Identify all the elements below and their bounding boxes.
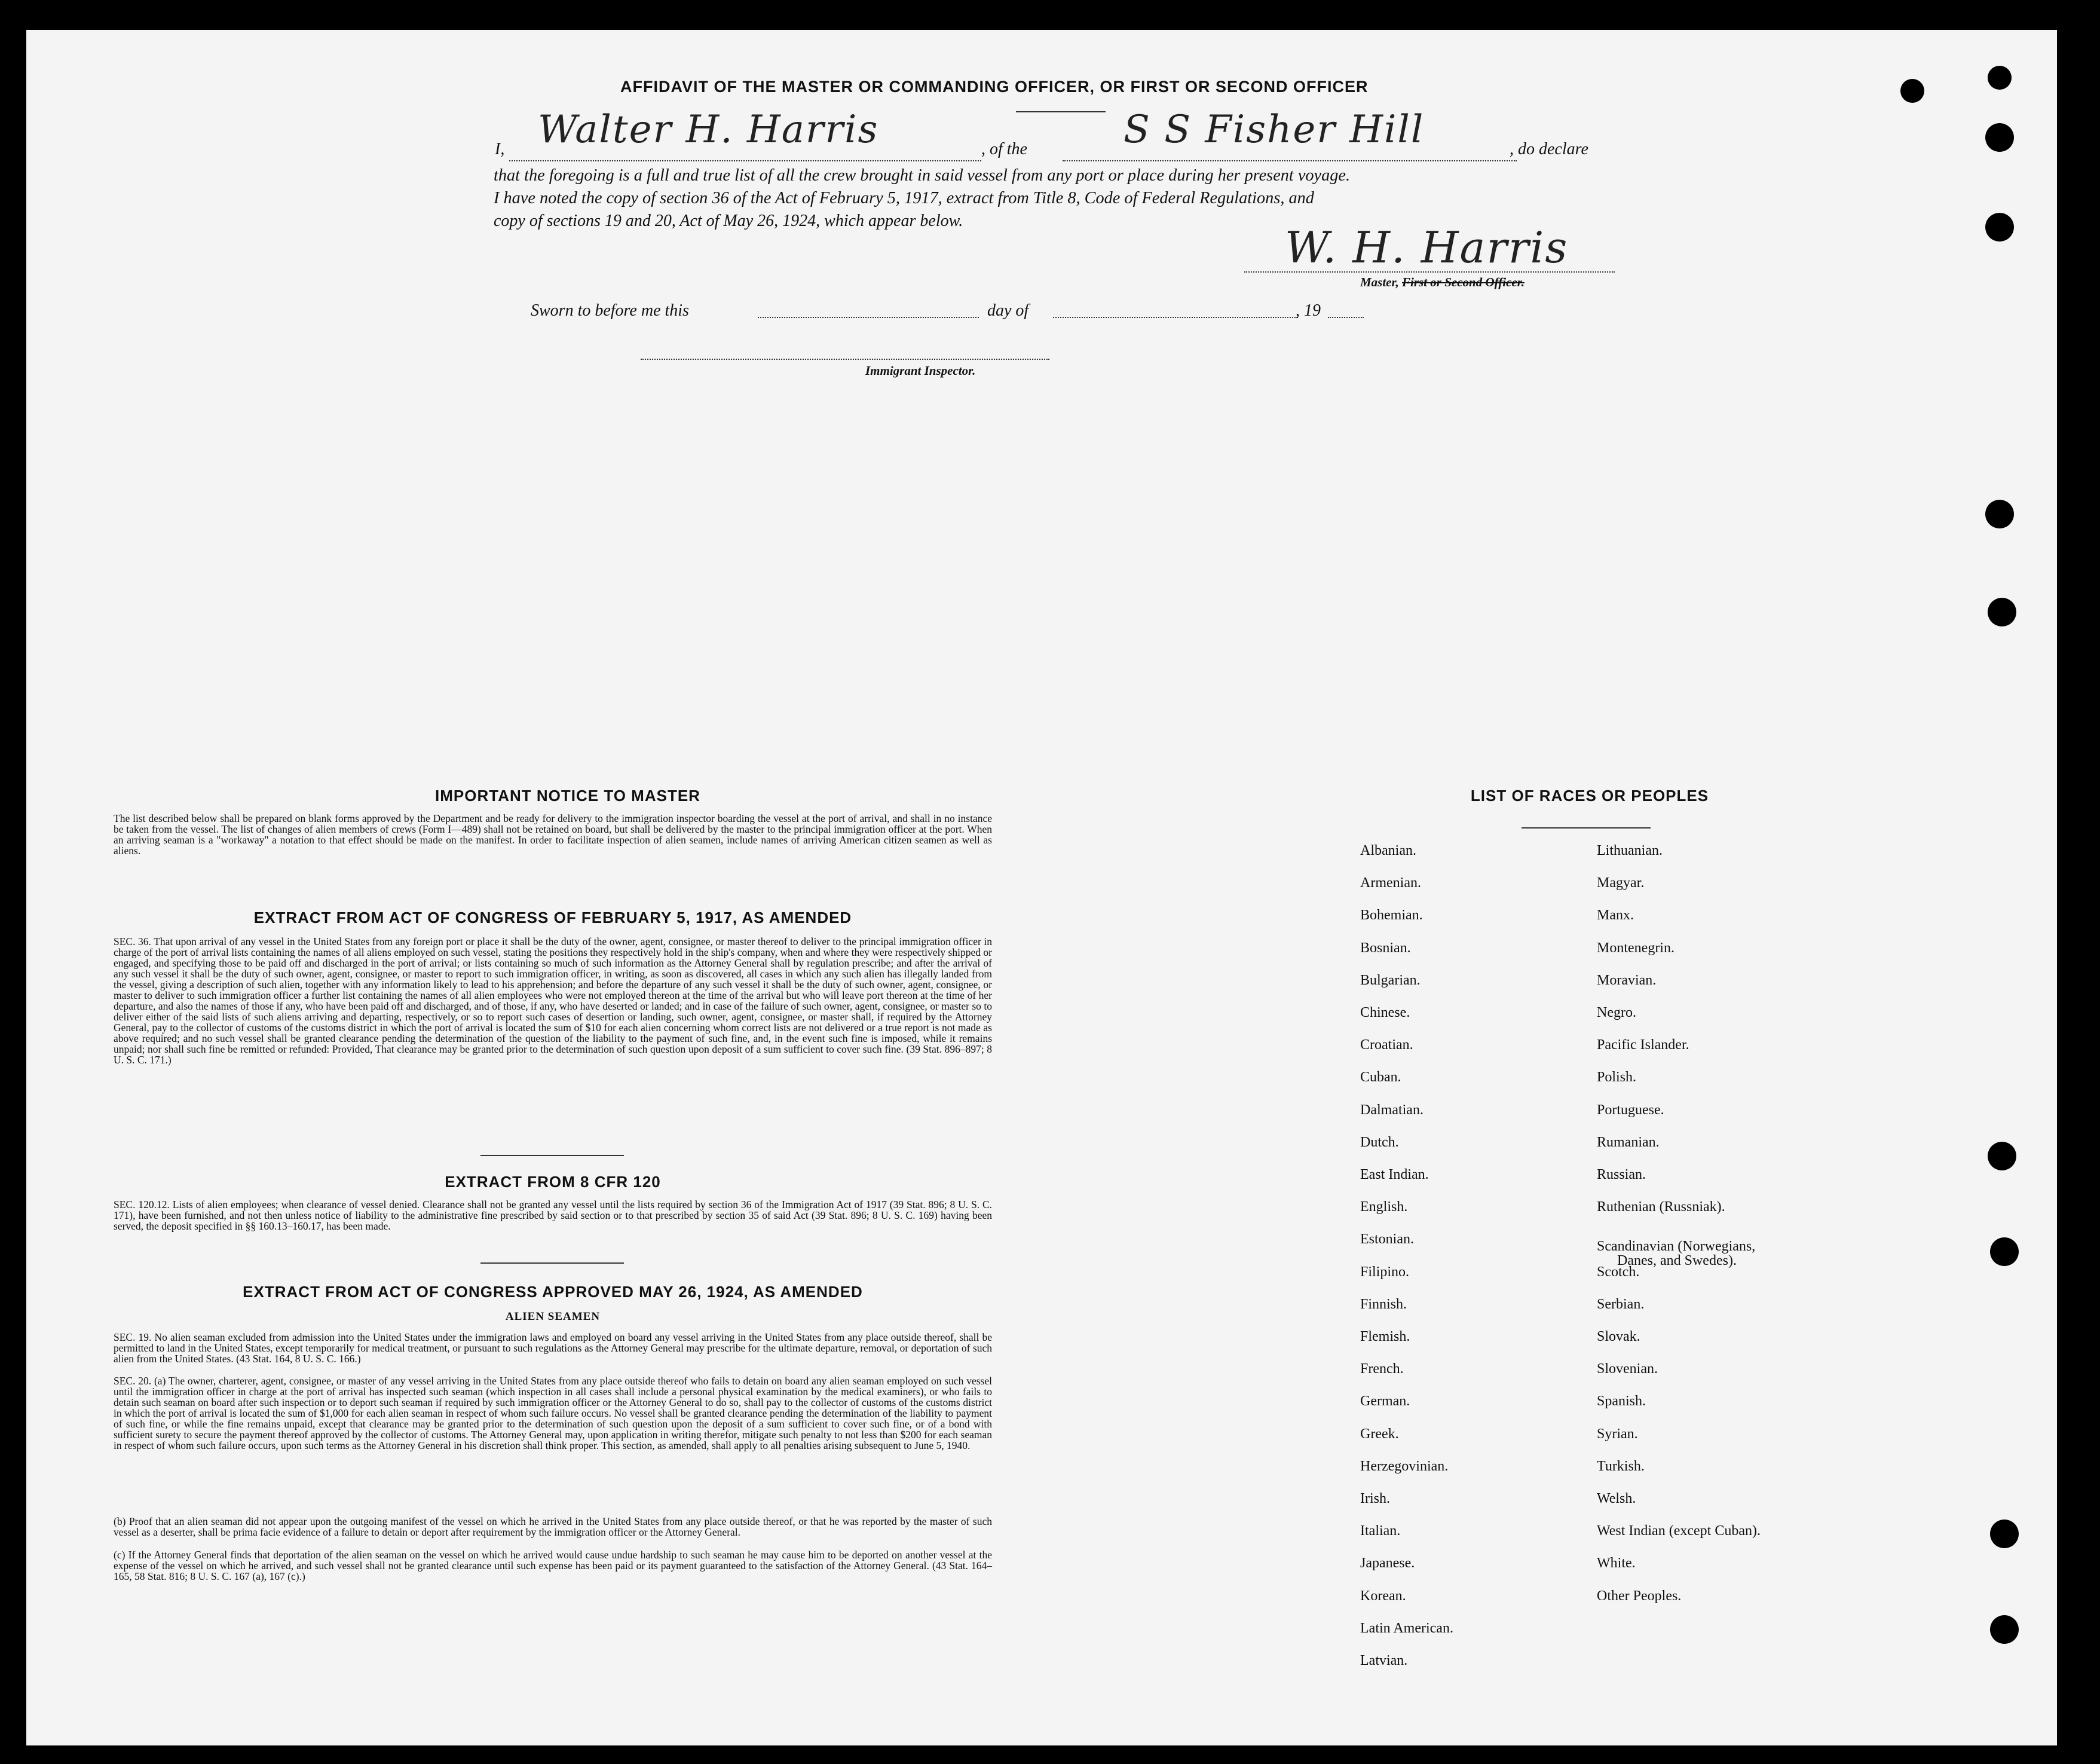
extract-1924-subtitle: ALIEN SEAMEN — [505, 1310, 601, 1323]
race-item: Spanish. — [1597, 1393, 1646, 1410]
document-page — [26, 30, 2057, 1745]
extract-1924-title: EXTRACT FROM ACT OF CONGRESS APPROVED MAY 26, 1924, AS AMENDED — [243, 1283, 863, 1301]
race-item: East Indian. — [1360, 1167, 1429, 1182]
race-item: Japanese. — [1360, 1555, 1415, 1572]
year-prefix: , 19 — [1296, 301, 1321, 320]
signature-caption — [1360, 275, 1525, 290]
race-item: Filipino. — [1360, 1264, 1410, 1280]
race-item: Dalmatian. — [1360, 1102, 1424, 1118]
race-item: Welsh. — [1597, 1491, 1636, 1506]
race-item: Finnish. — [1360, 1296, 1407, 1312]
vessel-line — [1063, 160, 1517, 161]
sworn-year-line — [1328, 317, 1364, 318]
notice-body: The list described below shall be prepared on blank forms approved by the Department and be ready for delivery to the immigration inspector boarding the vessel at the port of arrival, and shall in no instance be taken from the vessel. The list of changes of alien members of crews (Form I—489) shall not be retained on board, but shall be delivered by the master to the principal immigration officer at the port. When an arriving seaman is a "workaway" a notation to that effect should be made on the manifest. In order to facilitate inspection of alien seamen, include names of arriving American citizen seamen as well as aliens. — [114, 812, 992, 857]
extract-cfr-body: SEC. 120.12. Lists of alien employees; when clearance of vessel denied. Clearance shall not be granted any vessel until the lists required by section 36 of the Immigration Act of 1917 (39 Stat. 896; 8 U. S. C. 171), have been furnished, and not then unless notice of liability to the administrative fine prescribed by said section or to that prescribed by section 35 of said Act (39 Stat. 896; 8 U. S. C. 169) having been served, the deposit specified in §§ 160.13–160.17, has been made. — [114, 1199, 992, 1232]
sworn-month-line — [1053, 317, 1298, 318]
race-item: German. — [1360, 1393, 1410, 1410]
officer-caption-struck: First or Second Officer. — [1402, 275, 1525, 289]
sworn-day-line — [758, 317, 979, 318]
race-item: Russian. — [1597, 1167, 1646, 1182]
race-item: Polish. — [1597, 1069, 1637, 1086]
race-item: Scandinavian (Norwegians, — [1597, 1239, 1756, 1255]
punch-hole-icon — [1990, 1237, 2019, 1266]
day-of-text: day of — [987, 301, 1029, 320]
race-item: Albanian. — [1360, 843, 1416, 858]
punch-hole-icon — [1988, 598, 2016, 626]
extract-1924-sec20c: (c) If the Attorney General finds that deportation of the alien seaman on the vessel on which he arrived would cause undue hardship to such seaman he may cause him to be deported on another vessel at the expense of the vessel on which he arrived, and such vessel shall not be granted clearance until such expense has been paid or its payment guaranteed to the satisfaction of the Attorney General. (43 Stat. 164–165, 58 Stat. 816; 8 U. S. C. 167 (a), 167 (c).) — [114, 1549, 992, 1582]
divider — [1016, 111, 1106, 112]
inspector-caption: Immigrant Inspector. — [865, 363, 976, 378]
race-item: Slovenian. — [1597, 1361, 1658, 1377]
race-item: Chinese. — [1360, 1005, 1410, 1020]
race-item: Flemish. — [1360, 1329, 1410, 1344]
signature-line — [1244, 271, 1615, 273]
punch-hole-icon — [1900, 79, 1924, 103]
extract-cfr-title: EXTRACT FROM 8 CFR 120 — [445, 1173, 661, 1191]
punch-hole-icon — [1988, 1142, 2016, 1170]
divider — [480, 1262, 624, 1264]
race-item: Greek. — [1360, 1426, 1399, 1442]
race-item: Montenegrin. — [1597, 940, 1675, 956]
race-item: Herzegovinian. — [1360, 1458, 1449, 1474]
race-item: Latvian. — [1360, 1653, 1408, 1668]
extract-1924-sec20b: (b) Proof that an alien seaman did not appear upon the outgoing manifest of the vessel on which he arrived in the United States from any place outside thereof, or that he was reported by the master of such vessel as a deserter, shall be prima facie evidence of a failure to detain or deport after requirement by the immigration officer or the Attorney General. — [114, 1515, 992, 1538]
race-item: Danes, and Swedes). — [1617, 1253, 1737, 1269]
race-item: Scotch. — [1597, 1264, 1640, 1280]
master-caption: Master, — [1360, 275, 1399, 289]
extract-1924-sec20a: SEC. 20. (a) The owner, charterer, agent, consignee, or master of any vessel arriving in the United States from any place outside thereof who fails to detain on board any alien seaman employed on such vessel until the immigration officer in charge at the port of arrival has inspected such seaman (which inspection in all cases shall include a personal physical examination by the medical examiners), or who fails to detain such seaman on board after such inspection or to deport such seaman if required by such immigration officer or the Attorney General to do so, shall pay to the collector of customs of the customs district in which the port of arrival is located the sum of $1,000 for each alien seaman in respect of whom such failure occurs. No vessel shall be granted clearance pending the determination of the liability to payment of such fine, or while the fine remains unpaid, except that clearance may be granted prior to the determination of such question upon the deposit of a sum sufficient to cover such fine, or of a bond with sufficient surety to secure the payment thereof approved by the collector of customs. The Attorney General may, upon application in writing therefor, mitigate such penalty to not less than $200 for each seaman in respect of whom such failure occurs, upon such terms as the Attorney General in his discretion shall think proper. This section, as amended, shall apply to all penalties arising subsequent to June 5, 1940. — [114, 1375, 992, 1451]
extract-1917-body: SEC. 36. That upon arrival of any vessel in the United States from any foreign port or place it shall be the duty of the owner, agent, consignee, or master thereof to deliver to the principal immigration officer in charge of the port of arrival lists containing the names of all aliens employed on such vessel, stating the positions they respectively hold in the ship's company, when and where they were respectively shipped or engaged, and specifying those to be paid off and discharged in the port of arrival; or lists containing so much of such information as the Attorney General shall by regulation prescribe; and after the arrival of any such vessel it shall be the duty of such owner, agent, consignee, or master to report to such immigration officer, in writing, as soon as discovered, all cases in which any such alien has illegally landed from the vessel, giving a description of such alien, together with any information likely to lead to his apprehension; and before the departure of any such vessel it shall be the duty of such owner, agent, consignee, or master to deliver to such immigration officer a further list containing the names of all alien employees who were not employed thereon at the time of the arrival but who will leave port thereon at the time of her departure, and also the names of those if any, who have been paid off and discharged, and of those, if any, who have deserted or landed; and in case of the failure of such owner, agent, consignee, or master so to deliver either of the said lists of such aliens arriving and departing, respectively, or so to report such cases of desertion or landing, such owner, agent, consignee, or master shall, if required by the Attorney General, pay to the collector of customs of the customs district in which the port of arrival is located the sum of $10 for each alien concerning whom correct lists are not delivered or a true report is not made as above required; and no such vessel shall be granted clearance pending the determination of the question of the liability to the payment of such fine, and, in the event such fine is imposed, while it remains unpaid; nor shall such fine be remitted or refunded: Provided, That clearance may be granted prior to the determination of such question upon deposit of a sum sufficient to cover such fine. (39 Stat. 896–897; 8 U. S. C. 171.) — [114, 935, 992, 1066]
race-item: Irish. — [1360, 1491, 1390, 1506]
punch-hole-icon — [1985, 123, 2014, 152]
race-item: Turkish. — [1597, 1458, 1645, 1474]
race-item: Syrian. — [1597, 1426, 1638, 1442]
race-item: Ruthenian (Russniak). — [1597, 1199, 1725, 1215]
signature-handwritten: W. H. Harris — [1285, 222, 1569, 273]
punch-hole-icon — [1990, 1520, 2019, 1548]
divider — [480, 1155, 624, 1156]
race-item: Croatian. — [1360, 1037, 1413, 1053]
race-item: French. — [1360, 1361, 1404, 1377]
do-declare-text: , do declare — [1510, 140, 1588, 158]
declaration-line-4: copy of sections 19 and 20, Act of May 26, 1924, which appear below. — [494, 212, 963, 230]
extract-1917-title: EXTRACT FROM ACT OF CONGRESS OF FEBRUARY 5, 1917, AS AMENDED — [253, 909, 852, 927]
race-item: Cuban. — [1360, 1069, 1401, 1086]
of-the-text: , of the — [981, 140, 1027, 158]
extract-1924-sec19: SEC. 19. No alien seaman excluded from admission into the United States under the immigration laws and employed on board any vessel arriving in the United States from any place outside thereof, shall be permitted to land in the United States, except temporarily for medical treatment, or pursuant to such regulations as the Attorney General may prescribe for the ultimate departure, removal, or deportation of such alien from the United States. (43 Stat. 164, 8 U. S. C. 166.) — [114, 1331, 992, 1365]
race-item: Moravian. — [1597, 972, 1657, 988]
race-item: Italian. — [1360, 1523, 1401, 1539]
notice-title: IMPORTANT NOTICE TO MASTER — [435, 787, 700, 805]
race-item: Negro. — [1597, 1005, 1636, 1020]
sworn-text: Sworn to before me this — [531, 301, 689, 320]
race-item: Latin American. — [1360, 1620, 1453, 1636]
race-item: Lithuanian. — [1597, 843, 1663, 858]
races-title: LIST OF RACES OR PEOPLES — [1470, 787, 1709, 805]
race-item: Slovak. — [1597, 1329, 1640, 1344]
race-item: Portuguese. — [1597, 1102, 1664, 1118]
race-item: West Indian (except Cuban). — [1597, 1523, 1761, 1539]
race-item: Armenian. — [1360, 875, 1421, 891]
inspector-signature-line — [641, 359, 1049, 360]
race-item: Korean. — [1360, 1588, 1406, 1604]
race-item: Bohemian. — [1360, 907, 1423, 924]
affidavit-title: AFFIDAVIT OF THE MASTER OR COMMANDING OFFICER, OR FIRST OR SECOND OFFICER — [620, 78, 1369, 96]
race-item: White. — [1597, 1555, 1636, 1572]
vessel-name-handwritten: S S Fisher Hill — [1124, 108, 1425, 152]
race-item: Rumanian. — [1597, 1134, 1660, 1150]
race-item: Dutch. — [1360, 1134, 1399, 1150]
race-item: Bosnian. — [1360, 940, 1411, 956]
race-item: Bulgarian. — [1360, 972, 1421, 988]
master-name-handwritten: Walter H. Harris — [538, 108, 879, 152]
race-item: Manx. — [1597, 907, 1634, 924]
declaration-line-2: that the foregoing is a full and true list of all the crew brought in said vessel from any port or place during her present voyage. — [494, 166, 1351, 185]
race-item: Magyar. — [1597, 875, 1645, 891]
punch-hole-icon — [1990, 1615, 2019, 1644]
declaration-line-3: I have noted the copy of section 36 of the Act of February 5, 1917, extract from Title 8, Code of Federal Regulations, and — [494, 189, 1314, 207]
race-item: English. — [1360, 1199, 1408, 1215]
race-item: Other Peoples. — [1597, 1588, 1682, 1604]
punch-hole-icon — [1985, 500, 2014, 528]
name-line — [509, 160, 981, 161]
race-item: Pacific Islander. — [1597, 1037, 1689, 1053]
punch-hole-icon — [1985, 213, 2014, 241]
declaration-prefix: I, — [495, 140, 505, 158]
punch-hole-icon — [1988, 66, 2012, 90]
race-item: Serbian. — [1597, 1296, 1645, 1312]
divider — [1522, 827, 1651, 829]
race-item: Estonian. — [1360, 1231, 1414, 1248]
